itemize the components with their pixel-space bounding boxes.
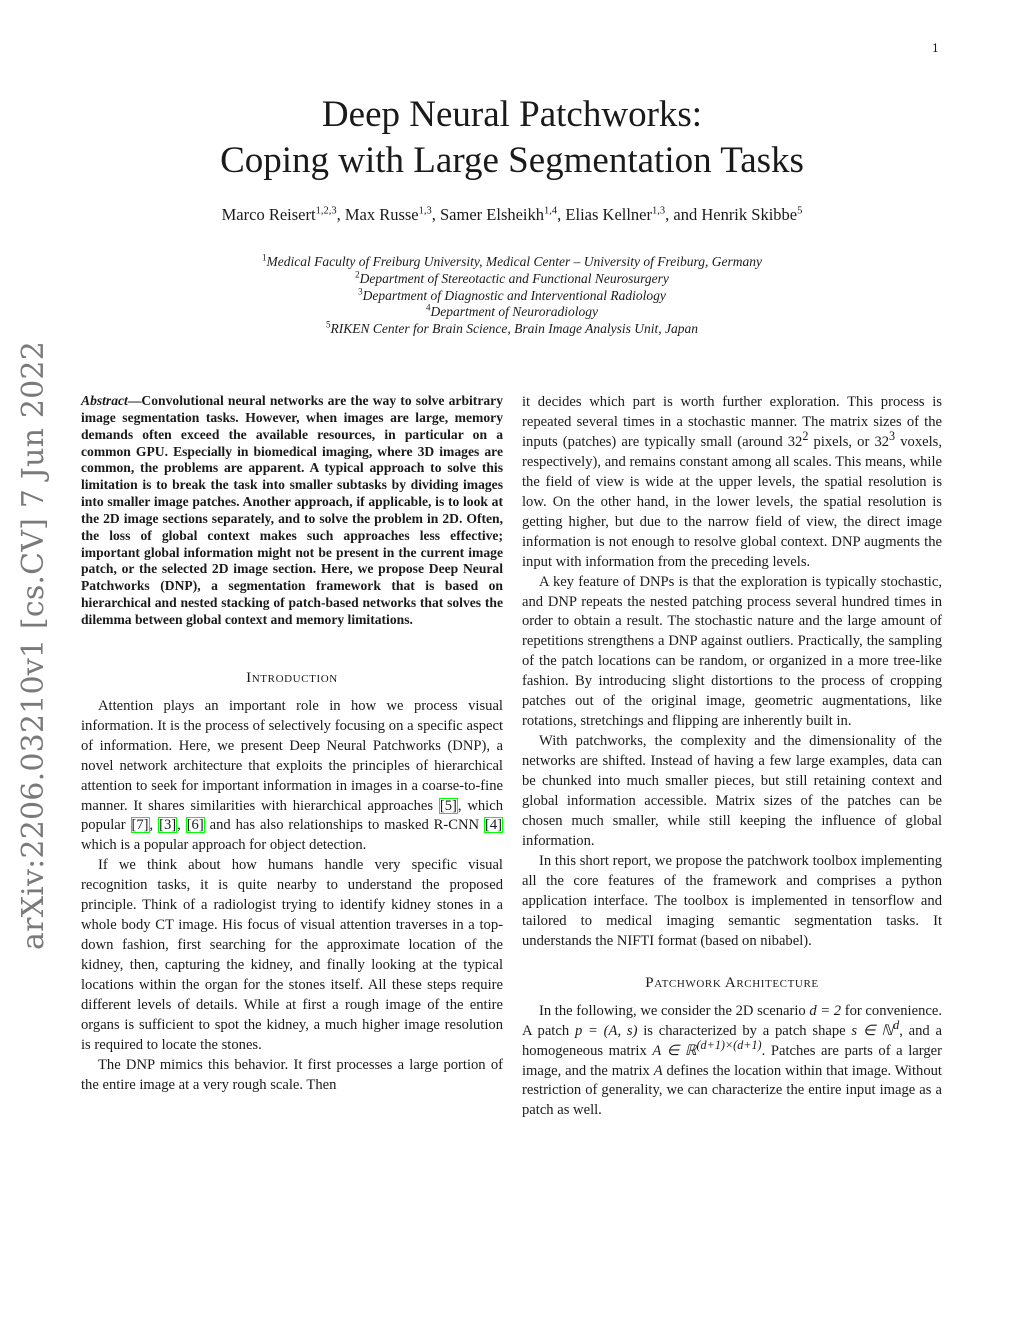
affiliation-text: Department of Diagnostic and Interventional Radiology	[362, 287, 666, 303]
paragraph-text: . Patches are parts of a larger image, and the matrix	[522, 1042, 942, 1079]
author-separator: ,	[431, 205, 440, 224]
page-number: 1	[932, 42, 939, 55]
paragraph-text: is characterized by a patch shape	[637, 1022, 852, 1039]
arxiv-identifier: arXiv:2206.03210v1 [cs.CV] 7 Jun 2022	[16, 341, 51, 950]
author-affiliation: 1,3	[418, 205, 432, 217]
affiliation-number: 3	[358, 286, 363, 297]
author-name: Max Russe	[344, 205, 419, 224]
author-name: Henrik Skibbe	[701, 205, 798, 224]
author-name: Samer Elsheikh	[440, 205, 545, 224]
paper-title	[120, 92, 904, 184]
intro-paragraph-1: Attention plays an important role in how we process visual information. It is the process of selectively focusing on a specific aspect of information. Here, we present Deep Neural Patchworks (DNP), a novel network architecture that exploits the principles of hierarchical attention to seek for important information in images in a coarse-to-fine manner. It shares similarities with hierarchical approaches [5], which popular [7], [3], [6] and has also relationships to masked R-CNN [4] which is a popular approach for object detection.	[81, 697, 503, 854]
exponent: 3	[889, 429, 896, 444]
citation-link[interactable]: [3]	[159, 817, 177, 834]
abstract-label: Abstract	[81, 393, 128, 408]
paragraph-text: which is a popular approach for object detection.	[81, 837, 367, 854]
math-expression: p = (A, s)	[574, 1022, 638, 1039]
affiliation-line	[150, 321, 874, 338]
title-line-2: Coping with Large Segmentation Tasks	[220, 140, 804, 181]
paragraph-text: Attention plays an important role in how we process visual information. It is the process of selectively focusing on a specific aspect of information. Here, we present Deep Neural Patchworks (DNP), a novel network architecture that exploits the principles of hierarchical attention to seek for important information in images in a coarse-to-fine manner. It shares similarities with hierarchical approaches	[81, 697, 503, 814]
author-affiliation: 1,2,3	[315, 205, 337, 217]
exponent: 2	[802, 429, 809, 444]
author-affiliation: 5	[797, 205, 803, 217]
author-list	[100, 205, 924, 225]
affiliation-line	[150, 271, 874, 288]
paragraph-text: for convenience. A patch	[522, 1002, 942, 1039]
math-expression: A	[653, 1062, 663, 1079]
paragraph-text: , and a homogeneous matrix	[522, 1022, 942, 1059]
paragraph-text: it decides which part is worth further exploration. This process is repeated several times in a stochastic manner. The matrix sizes of the inputs (patches) are typically small (around 32	[522, 394, 942, 450]
affiliation-number: 1	[261, 252, 267, 263]
math-exponent: (d+1)×(d+1)	[696, 1037, 762, 1052]
citation-link[interactable]: [5]	[439, 797, 457, 814]
paragraph-text: pixels, or 32	[808, 433, 890, 450]
abstract-text: —Convolutional neural networks are the way to solve arbitrary image segmentation tasks. However, when images are large, memory demands often exceed the available resources, in particular on a common GPU. Especially in biomedical imaging, where 3D images are common, the problems are apparent. A typical approach to solve this limitation is to break the task into smaller subtasks by dividing images into smaller image patches. Another approach, if applicable, is to look at the 2D image sections separately, and to solve the problem in 2D. Often, the loss of global context makes such approaches less effective; important global information might not be present in the current image patch, or the selected 2D image section. Here, we propose Deep Neural Patchworks (DNP), a segmentation framework that is based on hierarchical and nested stacking of patch-based networks that solves the dilemma between global context and memory limitations.	[81, 393, 503, 627]
toolbox-paragraph: In this short report, we propose the patchwork toolbox implementing all the core features of the framework and comprises a python application interface. The toolbox is implemented in tensorflow and tailored to medical imaging semantic segmentation tasks. It understands the NIFTI format (based on nibabel).	[522, 852, 942, 949]
author-affiliation: 1,3	[652, 205, 666, 217]
author-affiliation: 1,4	[544, 205, 558, 217]
affiliation-number: 4	[426, 302, 431, 313]
continued-paragraph	[522, 393, 942, 573]
affiliation-number: 5	[325, 319, 331, 330]
math-exponent: d	[893, 1017, 900, 1032]
left-column	[81, 393, 503, 1096]
intro-paragraph-2: If we think about how humans handle very specific visual recognition tasks, it is quite nearby to understand the proposed principle. Think of a radiologist trying to identify kidney stones in a whole body CT image. His focus of visual attention traverses in a top-down fashion, first searching for the approximate location of the kidney, then, capturing the kidney, and finally looking at the typical locations within the organ for the stones itself. All these steps require different levels of details. While at first a rough image of the entire organs is sufficient to spot the kidney, a much higher image resolution is required to locate the stones.	[81, 857, 503, 1053]
affiliation-line	[150, 254, 874, 271]
architecture-heading: Patchwork Architecture	[645, 974, 819, 991]
affiliation-text: Department of Stereotactic and Functional Neurosurgery	[359, 270, 669, 286]
paragraph-text: and has also relationships to masked R-CNN	[204, 817, 484, 834]
author-name: Marco Reisert	[221, 205, 316, 224]
title-line-1: Deep Neural Patchworks:	[321, 94, 703, 135]
architecture-paragraph	[522, 1002, 942, 1122]
affiliation-text: RIKEN Center for Brain Science, Brain Image Analysis Unit, Japan	[330, 321, 699, 337]
affiliation-list	[150, 254, 874, 338]
affiliation-text: Department of Neuroradiology	[430, 304, 598, 320]
patchworks-paragraph: With patchworks, the complexity and the dimensionality of the networks are shifted. Instead of having a few large examples, data can be chunked into much smaller pieces, but still retaining context and global information accessible. Matrix sizes of the patches can be chosen much smaller, while still keeping the influence of global information.	[522, 733, 942, 849]
affiliation-text: Medical Faculty of Freiburg University, Medical Center – University of Freiburg, Germany	[266, 254, 762, 269]
affiliation-number: 2	[355, 269, 360, 280]
math-expression: A ∈ ℝ	[652, 1042, 697, 1059]
introduction-heading: Introduction	[246, 669, 338, 686]
author-separator: , and	[665, 205, 702, 224]
author-name: Elias Kellner	[565, 205, 652, 224]
affiliation-line	[150, 304, 874, 321]
citation-link[interactable]: [4]	[484, 817, 503, 834]
abstract	[81, 393, 503, 629]
affiliation-line	[150, 288, 874, 305]
paragraph-text: , which popular	[81, 797, 503, 834]
paragraph-text: In the following, we consider the 2D scenario	[539, 1002, 810, 1019]
author-separator: ,	[336, 205, 345, 224]
author-separator: ,	[557, 205, 566, 224]
citation-link[interactable]: [7]	[131, 817, 149, 834]
math-expression: d = 2	[809, 1002, 842, 1019]
citation-link[interactable]: [6]	[186, 817, 204, 834]
math-expression: s ∈ ℕ	[851, 1022, 894, 1039]
key-feature-paragraph: A key feature of DNPs is that the exploration is typically stochastic, and DNP repeats the nested patching process several hundred times in order to obtain a result. The stochastic nature and the large amount of repetitions strengthens a DNP against outliers. Practically, the sampling of the patch locations can be random, or organized in a more tree-like fashion. By introducing slight distortions to the process of cropping patches out of the original image, geometric augmentations, like rotations, stretchings and flipping are inherently built in.	[522, 573, 942, 730]
intro-paragraph-3: The DNP mimics this behavior. It first processes a large portion of the entire image at a very rough scale. Then	[81, 1056, 503, 1093]
right-column	[522, 393, 942, 1121]
paragraph-text: voxels, respectively), and remains constant among all scales. This means, while the field of view is wide at the upper levels, the spatial resolution is low. On the other hand, in the lower levels, the spatial resolution is getting higher, but due to the narrow field of view, the direct image information is not enough to resolve global context. DNP augments the input with information from the preceding levels.	[522, 433, 942, 570]
paragraph-text: defines the location within that image. Without restriction of generality, we can characterize the entire input image as a patch as well.	[522, 1062, 942, 1119]
